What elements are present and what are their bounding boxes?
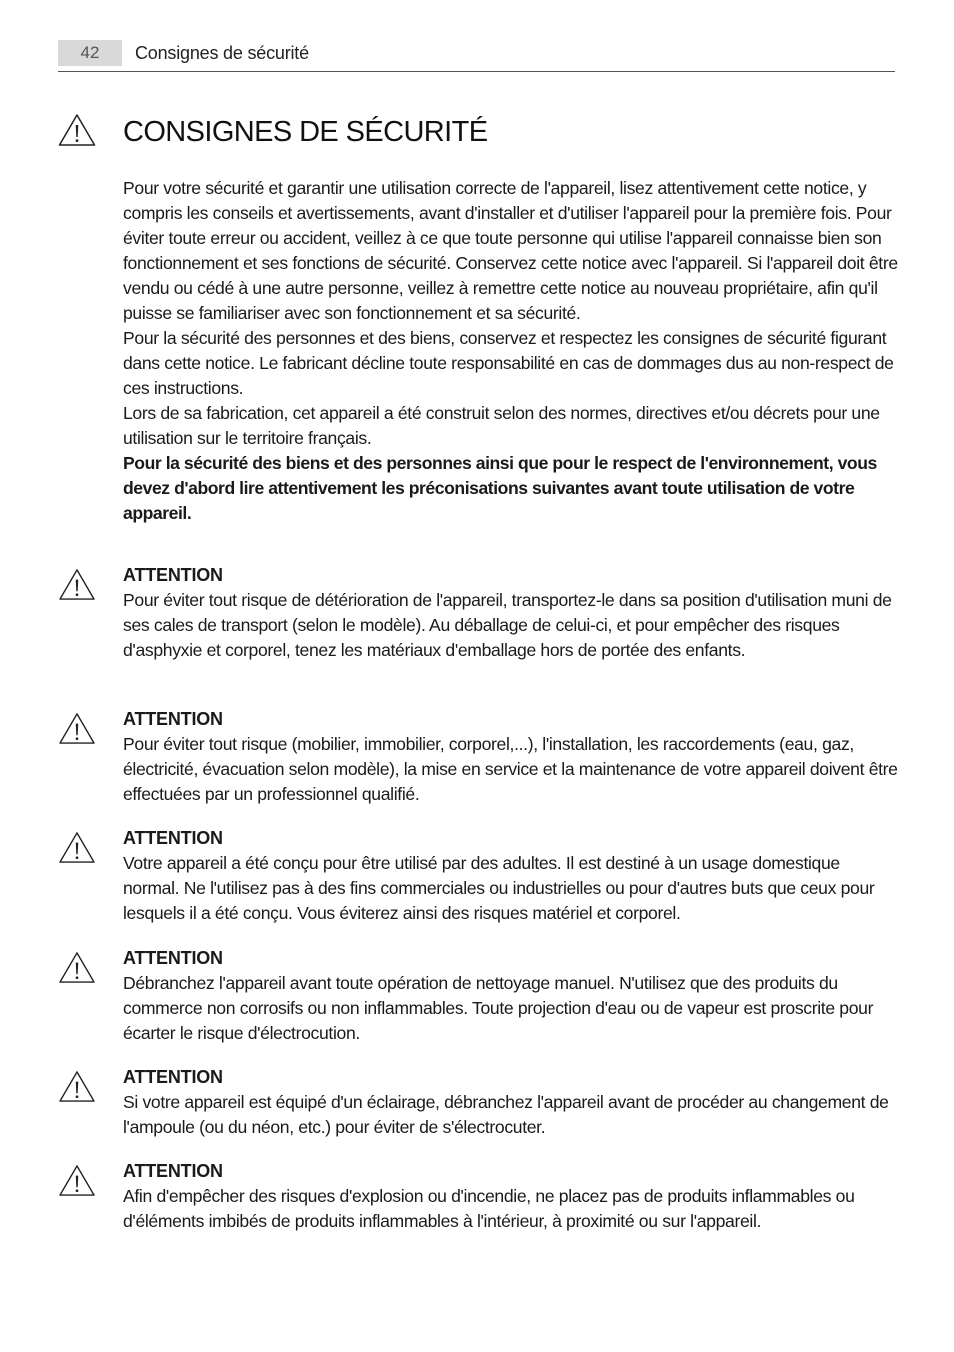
- warning-triangle-icon: [58, 831, 96, 864]
- warning-heading: ATTENTION: [123, 709, 223, 729]
- warning-heading: ATTENTION: [123, 828, 223, 848]
- page-header: [58, 40, 895, 72]
- warning-triangle-icon: [58, 1070, 96, 1103]
- page-title: CONSIGNES DE SÉCURITÉ: [123, 116, 488, 148]
- warning-heading: ATTENTION: [123, 565, 223, 585]
- running-title: Consignes de sécurité: [135, 43, 309, 63]
- warning-triangle-icon: [58, 113, 96, 147]
- warning-triangle-icon: [58, 712, 96, 745]
- warning-heading: ATTENTION: [123, 948, 223, 968]
- intro-bold-paragraph: Pour la sécurité des biens et des personnes ainsi que pour le respect de l'environnement, vous devez d'abord lire attentivement les préconisations suivantes avant toute utilisation de votre appareil.: [123, 453, 877, 523]
- warning-text: Afin d'empêcher des risques d'explosion ou d'incendie, ne placez pas de produits inflammables ou d'éléments imbibés de produits inflammables à l'intérieur, à proximité ou sur l'appareil.: [123, 1186, 855, 1231]
- warning-triangle-icon: [58, 568, 96, 601]
- intro-text: [123, 176, 898, 526]
- warning-text: Si votre appareil est équipé d'un éclairage, débranchez l'appareil avant de procéder au changement de l'ampoule (ou du néon, etc.) pour éviter de s'électrocuter.: [123, 1092, 889, 1137]
- warning-text: Pour éviter tout risque (mobilier, immobilier, corporel,...), l'installation, les raccordements (eau, gaz, électricité, évacuation selon modèle), la mise en service et la maintenance de votre appareil doivent être effectuées par un professionnel qualifié.: [123, 734, 898, 804]
- warning-triangle-icon: [58, 1164, 96, 1197]
- intro-paragraph: Lors de sa fabrication, cet appareil a été construit selon des normes, directives et/ou décrets pour une utilisation sur le territoire français.: [123, 403, 880, 448]
- intro-paragraph: Pour la sécurité des personnes et des biens, conservez et respectez les consignes de sécurité figurant dans cette notice. Le fabricant décline toute responsabilité en cas de dommages dus au non-respect de ces instructions.: [123, 328, 894, 398]
- section-title-row: [58, 108, 895, 156]
- warning-heading: ATTENTION: [123, 1067, 223, 1087]
- page-number: 42: [58, 40, 122, 66]
- warning-heading: ATTENTION: [123, 1161, 223, 1181]
- warning-text: Votre appareil a été conçu pour être utilisé par des adultes. Il est destiné à un usage domestique normal. Ne l'utilisez pas à des fins commerciales ou industrielles ou pour d'autres buts que ceux pour lesquels il a été conçu. Vous éviterez ainsi des risques matériel et corporel.: [123, 853, 875, 923]
- intro-paragraph: Pour votre sécurité et garantir une utilisation correcte de l'appareil, lisez attentivement cette notice, y compris les conseils et avertissements, avant d'installer et d'utiliser l'appareil pour la première fois. Pour éviter toute erreur ou accident, veillez à ce que toute personne qui utilise l'appareil connaisse bien son fonctionnement et ses fonctions de sécurité. Conservez cette notice avec l'appareil. Si l'appareil doit être vendu ou cédé à une autre personne, veillez à remettre cette notice au nouveau propriétaire, afin qu'il puisse se familiariser avec son fonctionnement et sa sécurité.: [123, 178, 898, 323]
- warning-text: Débranchez l'appareil avant toute opération de nettoyage manuel. N'utilisez que des produits du commerce non corrosifs ou non inflammables. Toute projection d'eau ou de vapeur est proscrite pour écarter le risque d'électrocution.: [123, 973, 874, 1043]
- warning-text: Pour éviter tout risque de détérioration de l'appareil, transportez-le dans sa position d'utilisation muni de ses cales de transport (selon le modèle). Au déballage de celui-ci, et pour empêcher des risques d'asphyxie et corporel, tenez les matériaux d'emballage hors de portée des enfants.: [123, 590, 892, 660]
- warning-triangle-icon: [58, 951, 96, 984]
